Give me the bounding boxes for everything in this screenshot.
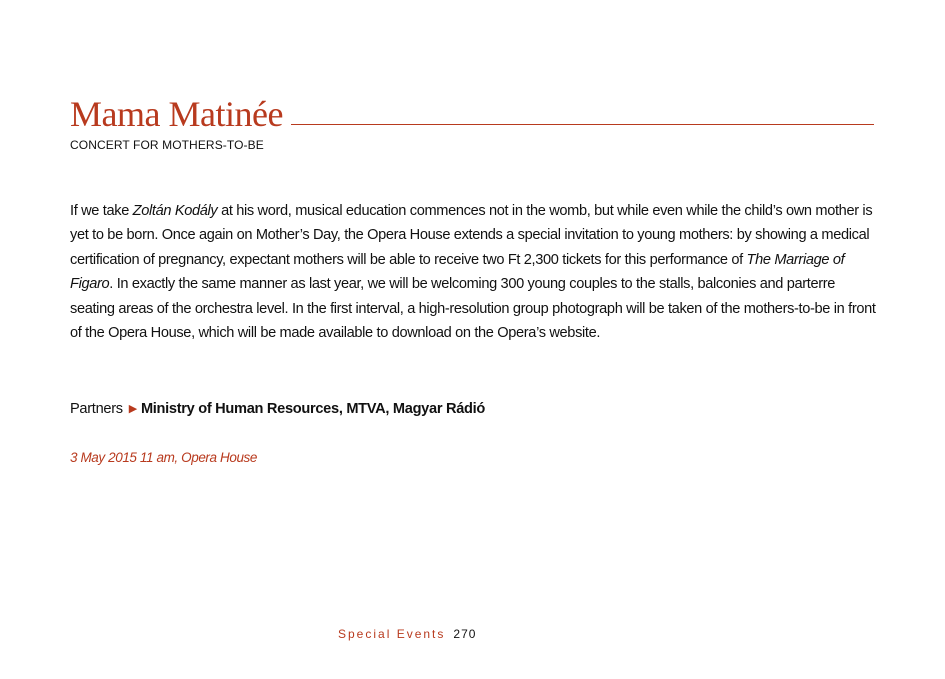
composer-name: Zoltán Kodály — [132, 203, 218, 219]
body-text-part-3: . In exactly the same manner as last year, we will be welcoming 300 young couples to the stalls, balconies and parterre seating areas of the orchestra level. In the first interval, a high-resolution group photograph will be taken of the mothers-to-be in front of the Opera House, which will be made available to download on the Opera’s website. — [70, 276, 876, 342]
triangle-right-icon: ▶ — [128, 403, 137, 415]
event-date-place: 3 May 2015 11 am, Opera House — [70, 450, 258, 465]
page-footer — [338, 627, 476, 641]
page-number: 270 — [453, 627, 477, 641]
opera-title: The Marriage of Figaro — [70, 251, 845, 293]
partners-label: Partners — [70, 401, 123, 417]
footer-section-name: Special Events — [338, 627, 446, 641]
title-rule — [291, 124, 874, 125]
page-subtitle: CONCERT FOR MOTHERS-TO-BE — [70, 138, 264, 152]
body-text-part-1: If we take — [70, 203, 133, 219]
body-paragraph — [70, 199, 876, 345]
partners-line — [70, 398, 485, 420]
page-title: Mama Matinée — [70, 94, 283, 134]
partners-names: Ministry of Human Resources, MTVA, Magyar Rádió — [140, 401, 485, 417]
body-text-part-2: at his word, musical education commences not in the womb, but while even while the child’s own mother is yet to be born. Once again on Mother’s Day, the Opera House extends a special invitation to young mothers: by showing a medical certification of pregnancy, expectant mothers will be able to receive two Ft 2,300 tickets for this performance of — [70, 203, 873, 268]
title-row — [70, 92, 874, 132]
